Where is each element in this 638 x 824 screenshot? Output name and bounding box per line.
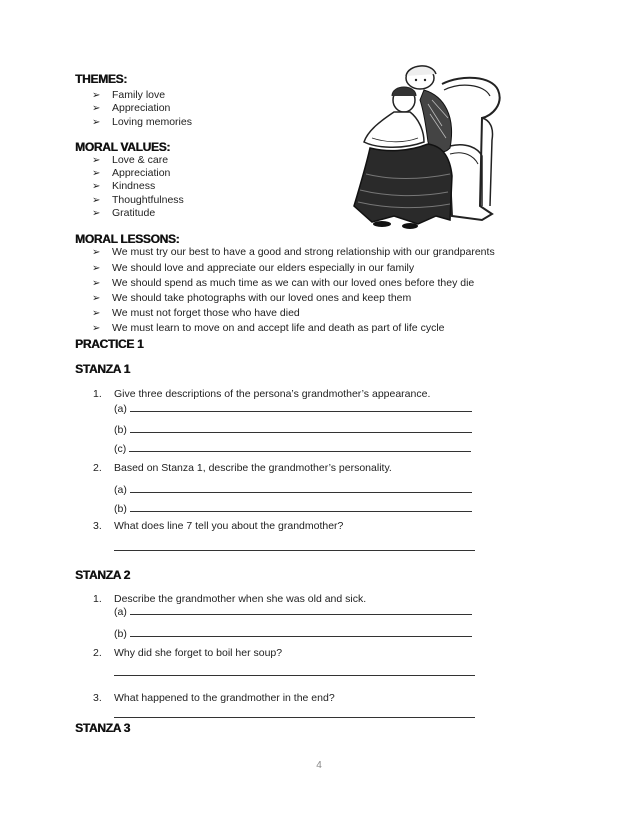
list-item: ➢ We must learn to move on and accept life and death as part of life cycle [92, 322, 445, 334]
themes-heading: THEMES: [75, 72, 127, 86]
answer-line[interactable] [114, 550, 475, 551]
list-item: ➢ Loving memories [92, 116, 192, 128]
arrow-bullet-icon: ➢ [92, 208, 101, 219]
stanza1-heading: STANZA 1 [75, 362, 130, 376]
answer-line[interactable]: (b) [114, 628, 472, 640]
arrow-bullet-icon: ➢ [92, 308, 101, 319]
question-2-1: 1. Describe the grandmother when she was old and sick. [93, 593, 367, 605]
arrow-bullet-icon: ➢ [92, 247, 101, 258]
question-1-2: 2. Based on Stanza 1, describe the grandmother’s personality. [93, 462, 392, 474]
list-item: ➢ We should love and appreciate our elders especially in our family [92, 262, 415, 274]
arrow-bullet-icon: ➢ [92, 323, 101, 334]
question-2-2: 2. Why did she forget to boil her soup? [93, 647, 283, 659]
arrow-bullet-icon: ➢ [92, 263, 101, 274]
list-item: ➢ Kindness [92, 180, 156, 192]
answer-line[interactable] [114, 717, 475, 718]
arrow-bullet-icon: ➢ [92, 155, 101, 166]
answer-line[interactable]: (a) [114, 606, 472, 618]
answer-line[interactable]: (a) [114, 403, 472, 415]
question-1-1: 1. Give three descriptions of the persona’s grandmother’s appearance. [93, 388, 431, 400]
arrow-bullet-icon: ➢ [92, 195, 101, 206]
answer-line[interactable]: (c) [114, 443, 471, 455]
answer-line[interactable]: (b) [114, 503, 472, 515]
moral-lessons-heading: MORAL LESSONS: [75, 232, 180, 246]
stanza3-heading: STANZA 3 [75, 721, 130, 735]
answer-line[interactable]: (a) [114, 484, 472, 496]
grandmother-illustration [332, 56, 508, 232]
list-item: ➢ We should take photographs with our loved ones and keep them [92, 292, 412, 304]
answer-line[interactable]: (b) [114, 424, 472, 436]
list-item: ➢ We must try our best to have a good and strong relationship with our grandparents [92, 246, 495, 258]
practice-heading: PRACTICE 1 [75, 337, 144, 351]
list-item: ➢ Family love [92, 89, 166, 101]
arrow-bullet-icon: ➢ [92, 181, 101, 192]
moral-values-heading: MORAL VALUES: [75, 140, 170, 154]
answer-line[interactable] [114, 675, 475, 676]
list-item: ➢ Love & care [92, 154, 169, 166]
arrow-bullet-icon: ➢ [92, 90, 101, 101]
question-1-3: 3. What does line 7 tell you about the grandmother? [93, 520, 344, 532]
arrow-bullet-icon: ➢ [92, 117, 101, 128]
list-item: ➢ Appreciation [92, 102, 171, 114]
list-item: ➢ Appreciation [92, 167, 171, 179]
arrow-bullet-icon: ➢ [92, 168, 101, 179]
arrow-bullet-icon: ➢ [92, 103, 101, 114]
list-item: ➢ We must not forget those who have died [92, 307, 300, 319]
list-item: ➢ Thoughtfulness [92, 194, 184, 206]
stanza2-heading: STANZA 2 [75, 568, 130, 582]
arrow-bullet-icon: ➢ [92, 278, 101, 289]
arrow-bullet-icon: ➢ [92, 293, 101, 304]
list-item: ➢ Gratitude [92, 207, 156, 219]
question-2-3: 3. What happened to the grandmother in the end? [93, 692, 335, 704]
page-number: 4 [316, 760, 322, 771]
list-item: ➢ We should spend as much time as we can with our loved ones before they die [92, 277, 475, 289]
